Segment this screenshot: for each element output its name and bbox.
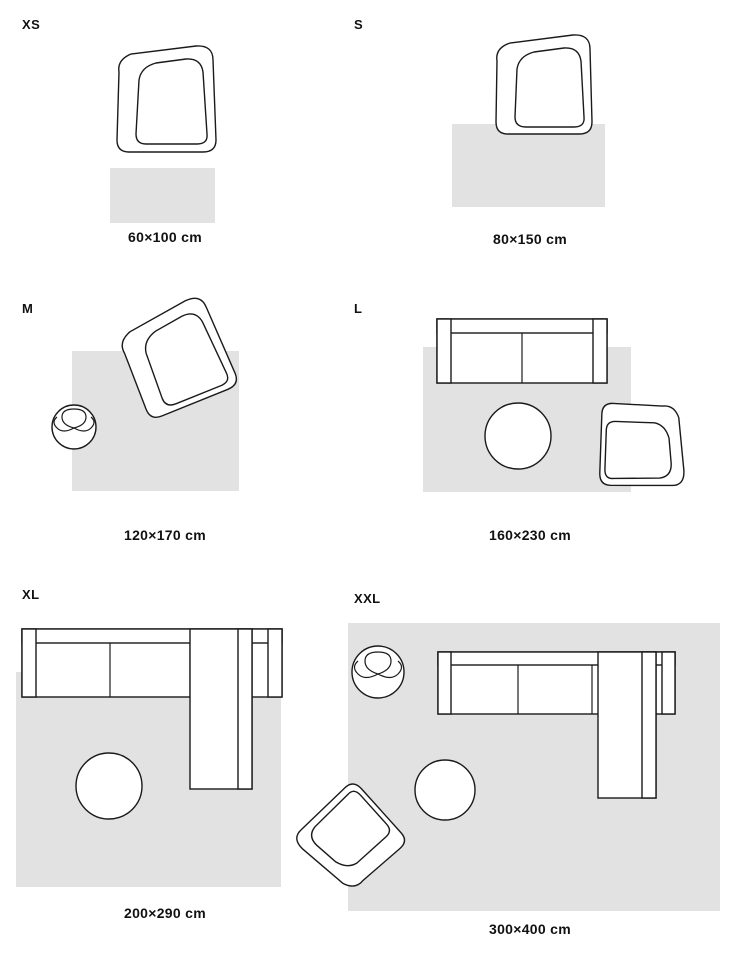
size-cell-xs	[0, 0, 330, 260]
size-label-xl: XL	[22, 587, 40, 602]
rug-shape-xs	[110, 168, 215, 223]
armchair-xs	[117, 46, 216, 152]
armchair-s	[496, 35, 592, 134]
size-cell-xxl	[330, 578, 730, 960]
layout-drawing-xl	[0, 606, 330, 896]
dimension-label-m: 120×170 cm	[123, 527, 207, 543]
size-label-xs: XS	[22, 17, 41, 32]
round-coffee-table-xl	[76, 753, 142, 819]
side-table-plant-m	[52, 405, 96, 449]
layout-drawing-xxl	[330, 610, 730, 910]
dimension-label-xl: 200×290 cm	[123, 905, 207, 921]
layout-drawing-l	[330, 314, 730, 509]
layout-drawing-m	[0, 314, 330, 504]
dimension-label-xxl: 300×400 cm	[488, 921, 572, 937]
size-cell-l	[330, 280, 730, 570]
rug-shape-s	[452, 124, 605, 207]
armchair-l	[599, 403, 686, 488]
layout-drawing-xs	[0, 28, 330, 203]
size-label-l: L	[354, 301, 363, 316]
size-label-m: M	[22, 301, 34, 316]
round-coffee-table-l	[485, 403, 551, 469]
layout-drawing-s	[330, 28, 730, 213]
size-label-xxl: XXL	[354, 591, 381, 606]
dimension-label-s: 80×150 cm	[493, 231, 567, 247]
dimension-label-xs: 60×100 cm	[128, 229, 202, 245]
size-cell-xl	[0, 578, 330, 960]
size-label-s: S	[354, 17, 364, 32]
plant-xxl	[352, 646, 404, 698]
sofa-l	[437, 319, 607, 383]
size-cell-s	[330, 0, 730, 260]
round-coffee-table-xxl	[415, 760, 475, 820]
dimension-label-l: 160×230 cm	[488, 527, 572, 543]
size-cell-m	[0, 280, 330, 570]
